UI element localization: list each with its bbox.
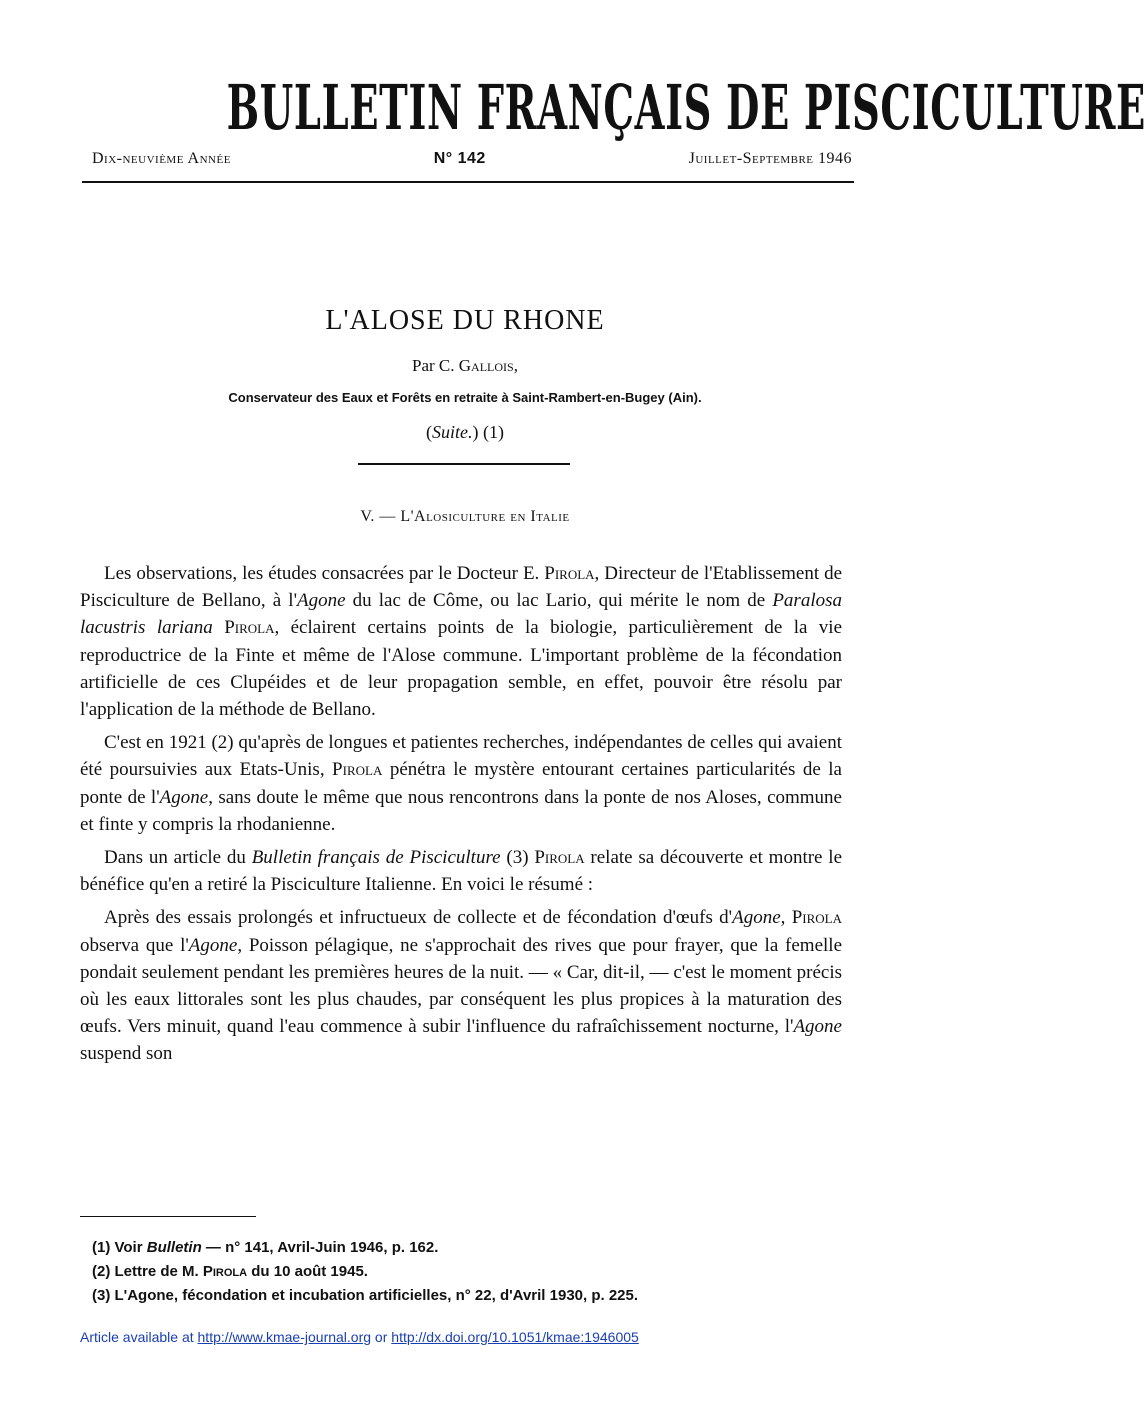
footnote-2 — [80, 1260, 850, 1284]
doi-link[interactable]: http://dx.doi.org/10.1051/kmae:1946005 — [391, 1329, 639, 1345]
author-affiliation: Conservateur des Eaux et Forêts en retraite à Saint-Rambert-en-Bugey (Ain). — [228, 390, 702, 405]
journal-link[interactable]: http://www.kmae-journal.org — [197, 1329, 372, 1345]
person-name: Pirola — [791, 907, 843, 929]
availability-separator: or — [371, 1329, 392, 1345]
journal-reference: Bulletin français de Pisciculture — [251, 847, 501, 869]
title-rule — [358, 463, 570, 465]
article-title: L'ALOSE DU RHONE — [325, 305, 605, 336]
footnote-1 — [80, 1236, 850, 1260]
species-name: Agone — [732, 907, 781, 929]
text-run: C'est en 1921 (2) qu'après de longues et patientes recherches, indépendantes de celles qui avaient été poursuivies aux Etats-Unis, — [80, 732, 842, 781]
suite-line: (Suite.) (1) — [426, 422, 504, 442]
text-run: , sans doute le même que nous rencontrons dans la ponte de nos Aloses, commune et finte y compris la rhodanienne. — [80, 786, 842, 835]
person-name: Pirola — [544, 563, 595, 584]
text-run: Dans un article du — [104, 847, 252, 869]
person-name: Pirola — [202, 1263, 248, 1280]
text-run: pénétra le mystère entourant certaines particularités de la ponte de l' — [80, 759, 842, 808]
availability-prefix: Article available at — [80, 1329, 198, 1345]
text-run: , Poisson pélagique, ne s'approchait des rives que pour frayer, que la femelle pondait seulement pendant les premières heures de la nuit. — « Car, dit-il, — c'est le moment précis où les eaux littorales sont les plus chaudes, par conséquent les plus propices à la maturation des œufs. Vers minuit, quand l'eau commence à subir l'influence du rafraîchissement nocturne, l' — [80, 934, 842, 1038]
paragraph-2 — [80, 729, 842, 838]
text-run: du lac de Côme, ou lac Lario, qui mérite le nom de — [345, 590, 773, 612]
article-author — [0, 356, 930, 376]
text-run: — n° 141, Avril-Juin 1946, p. 162. — [201, 1239, 439, 1256]
paragraph-1 — [80, 560, 842, 723]
paragraph-4 — [80, 904, 842, 1067]
year-label: Dix-neuvième Année — [92, 150, 231, 167]
text-run: observa que l' — [80, 934, 189, 956]
text-run: , éclairent certains points de la biologie, particulièrement de la vie reproductrice de la Finte et même de l'Alose commune. L'important problème de la fécondation artificielle de ces Clupéides et de leur propagation semble, en effet, pouvoir être résolu par l'application de la méthode de Bellano. — [80, 617, 843, 721]
text-run: , — [780, 907, 792, 929]
person-name: Pirola — [534, 847, 585, 869]
journal-masthead: BULLETIN FRANÇAIS DE PISCICULTURE — [226, 71, 1146, 144]
footnotes — [80, 1236, 850, 1308]
issue-number: N° 142 — [433, 150, 486, 167]
species-name: Paralosa lacustris lariana — [80, 590, 842, 639]
text-run: (3) — [500, 847, 535, 869]
text-run: relate sa découverte et montre le bénéfice qu'en a retiré la Pisciculture Italienne. En voici le résumé : — [80, 847, 842, 896]
text-run: du 10 août 1945. — [247, 1263, 368, 1280]
issue-date: Juillet-Septembre 1946 — [688, 150, 852, 167]
section-heading — [0, 508, 930, 526]
text-run: (1) Voir — [92, 1239, 147, 1256]
suite-label: Suite. — [432, 422, 473, 442]
person-name: Pirola — [224, 617, 275, 639]
person-name: Pirola — [332, 759, 383, 781]
footnote-rule — [80, 1216, 256, 1217]
text-run: (3) L'Agone, fécondation et incubation artificielles, n° 22, d'Avril 1930, p. 225. — [92, 1287, 639, 1304]
text-run: suspend son — [80, 1043, 173, 1065]
availability-line — [80, 1329, 880, 1345]
author-prefix: Par C. — [412, 356, 455, 375]
species-name: Agone — [297, 590, 346, 612]
text-run — [213, 617, 224, 638]
text-run: , Directeur de l'Etablissement de Pisciculture de Bellano, à l' — [80, 563, 842, 612]
issue-line — [92, 150, 852, 168]
species-name: Agone — [188, 934, 238, 956]
author-name: Gallois, — [458, 356, 518, 375]
text-run: (2) Lettre de M. — [92, 1263, 203, 1280]
journal-reference: Bulletin — [146, 1239, 202, 1256]
header-rule — [82, 181, 854, 183]
species-name: Agone — [793, 1016, 842, 1038]
section-title: L'Alosiculture en Italie — [400, 508, 570, 525]
article-body — [80, 560, 842, 1074]
paragraph-3 — [80, 844, 842, 898]
text-run: Après des essais prolongés et infructueux de collecte et de fécondation d'œufs d' — [104, 907, 733, 929]
footnote-3 — [80, 1284, 850, 1308]
species-name: Agone — [159, 786, 209, 808]
section-number: V. — — [360, 508, 396, 525]
text-run: Les observations, les études consacrées par le Docteur E. — [104, 563, 545, 584]
suite-footnote-ref: (1) — [483, 422, 504, 442]
